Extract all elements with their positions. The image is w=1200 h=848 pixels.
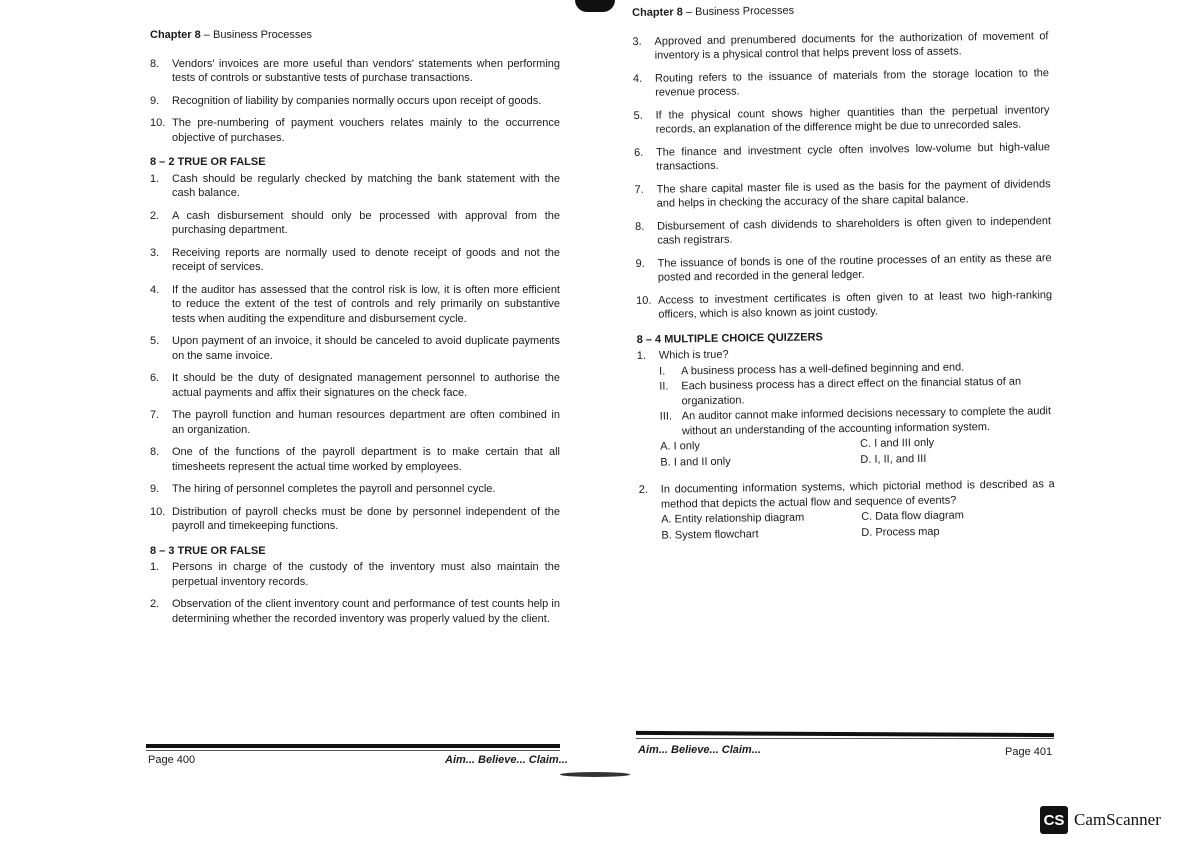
question-text: In documenting information systems, which pictorial method is described as a method that depicts the actual flow and sequence of events? xyxy=(660,478,1055,511)
item-text: Observation of the client inventory count and performance of test counts help in determining whether the recorded inventory was properly valued by the client. xyxy=(172,598,560,625)
item-text: Persons in charge of the custody of the inventory must also maintain the perpetual inventory records. xyxy=(172,561,560,588)
section-4-title: 8 – 4 MULTIPLE CHOICE QUIZZERS xyxy=(636,330,823,346)
statement-item xyxy=(659,374,1053,408)
answer-choice: C. Data flow diagram xyxy=(861,509,964,523)
list-item xyxy=(150,116,560,145)
item-text: A cash disbursement should only be processed with approval from the purchasing department. xyxy=(172,209,560,236)
chapter-label: Chapter 8 xyxy=(150,29,201,41)
item-number: 8. xyxy=(150,446,160,458)
true-false-item xyxy=(150,371,560,400)
item-number: 10. xyxy=(636,294,652,307)
statement-text: Each business process has a direct effect on the financial status of an organization. xyxy=(681,375,1022,407)
right-page xyxy=(632,0,1055,544)
item-text: Cash should be regularly checked by matching the bank statement with the cash balance. xyxy=(172,172,560,199)
true-false-item xyxy=(150,334,560,363)
true-false-item xyxy=(150,445,560,474)
item-text: One of the functions of the payroll department is to make certain that all timesheets represent the actual time worked by employees. xyxy=(172,446,560,473)
item-number: 10. xyxy=(150,117,166,129)
item-number: 5. xyxy=(150,335,160,347)
true-false-item xyxy=(633,103,1049,138)
left-footer-motto: Aim... Believe... Claim... xyxy=(445,754,568,766)
statement-text: An auditor cannot make informed decisions necessary to complete the audit without an understanding of the accounting information system. xyxy=(681,405,1052,437)
item-text: The issuance of bonds is one of the routine processes of an entity as these are posted and recorded in the general ledger. xyxy=(657,251,1052,284)
chapter-title: – Business Processes xyxy=(200,29,313,41)
right-top-items xyxy=(632,29,1052,323)
question-text: Which is true? xyxy=(658,348,729,362)
true-false-item xyxy=(636,288,1052,323)
item-number: 4. xyxy=(632,72,643,85)
true-false-item xyxy=(634,140,1050,175)
statement-number: II. xyxy=(659,380,669,393)
left-page-header xyxy=(150,28,560,43)
question-1-statements xyxy=(637,359,1054,439)
item-text: If the auditor has assessed that the control risk is low, it is often more efficient to reduce the extent of the test of controls and rely primarily on substantive tests when auditing the expenditure and disbursement cycle. xyxy=(172,283,560,325)
item-text: Approved and prenumbered documents for the authorization of movement of inventory is a physical control that helps prevent loss of assets. xyxy=(654,29,1049,62)
item-number: 3. xyxy=(150,246,160,259)
true-false-item xyxy=(150,505,560,534)
item-number: 9. xyxy=(150,94,160,107)
item-text: Recognition of liability by companies normally occurs upon receipt of goods. xyxy=(172,94,542,107)
list-item xyxy=(150,57,560,86)
true-false-item xyxy=(150,209,560,238)
item-text: Vendors' invoices are more useful than vendors' statements when performing tests of controls or substantive tests of purchase transactions. xyxy=(172,57,560,84)
answer-choice: C. I and III only xyxy=(860,436,935,450)
item-number: 1. xyxy=(150,561,160,573)
section-2-items xyxy=(150,172,560,534)
camscanner-watermark xyxy=(1040,806,1161,834)
item-number: 6. xyxy=(150,372,160,384)
question-1-choices xyxy=(660,434,1054,470)
item-number: 9. xyxy=(150,483,160,495)
true-false-item xyxy=(150,560,560,589)
item-text: The share capital master file is used as the basis for the payment of dividends and helps in checking the accuracy of the share capital balance. xyxy=(656,177,1051,210)
spine-shadow-top xyxy=(575,0,615,12)
true-false-item xyxy=(150,246,560,275)
item-text: The finance and investment cycle often involves low-volume but high-value transactions. xyxy=(655,140,1051,173)
right-footer-rule xyxy=(636,731,1054,737)
true-false-item xyxy=(150,172,560,201)
item-number: 5. xyxy=(633,109,643,122)
left-footer-rule xyxy=(146,744,560,748)
item-text: The pre-numbering of payment vouchers relates mainly to the occurrence objective of purchases. xyxy=(172,117,560,144)
left-page-number: Page 400 xyxy=(148,754,196,766)
statement-item xyxy=(660,404,1054,438)
right-page-number: Page 401 xyxy=(1005,746,1053,758)
answer-choice: B. System flowchart xyxy=(661,527,759,542)
camscanner-label: CamScanner xyxy=(1074,810,1161,829)
item-text: Receiving reports are normally used to denote receipt of goods and not the receipt of services. xyxy=(172,246,560,273)
item-number: 6. xyxy=(633,146,644,159)
item-number: 1. xyxy=(150,172,160,185)
statement-text: A business process has a well-defined beginning and end. xyxy=(681,360,965,377)
item-number: 7. xyxy=(634,183,644,196)
item-text: Disbursement of cash dividends to shareholders is often given to independent cash registrars. xyxy=(656,214,1052,247)
question-number: 2. xyxy=(638,483,649,496)
item-number: 8. xyxy=(150,57,160,70)
item-number: 3. xyxy=(632,35,642,48)
left-page xyxy=(150,28,560,634)
item-text: It should be the duty of designated management personnel to authorise the actual payments and affix their signatures on the check face. xyxy=(172,372,560,399)
item-number: 2. xyxy=(150,598,160,610)
list-item xyxy=(150,94,560,109)
camscanner-logo-icon: CS xyxy=(1040,806,1068,834)
true-false-item xyxy=(633,66,1049,101)
item-text: Access to investment certificates is often given to at least two high-ranking officers, which is also known as joint custody. xyxy=(658,288,1053,321)
item-text: Distribution of payroll checks must be done by personnel independent of the payroll and timekeeping functions. xyxy=(172,505,560,532)
left-footer-rule-thin xyxy=(146,750,560,751)
question-number: 1. xyxy=(636,349,647,362)
answer-choice: D. I, II, and III xyxy=(860,452,927,466)
right-page-header xyxy=(632,0,1048,20)
true-false-item xyxy=(150,597,560,626)
true-false-item xyxy=(150,408,560,437)
answer-choice: A. Entity relationship diagram xyxy=(661,511,805,526)
answer-choice: A. I only xyxy=(660,440,700,453)
answer-choice: B. I and II only xyxy=(660,455,731,469)
chapter-title: – Business Processes xyxy=(682,4,795,19)
item-number: 4. xyxy=(150,283,160,296)
statement-number: I. xyxy=(659,365,666,378)
item-number: 7. xyxy=(150,409,160,421)
true-false-item xyxy=(150,283,560,327)
true-false-item xyxy=(634,177,1050,212)
left-top-items xyxy=(150,57,560,146)
item-text: The hiring of personnel completes the payroll and personnel cycle. xyxy=(172,483,496,495)
section-2-title: 8 – 2 TRUE OR FALSE xyxy=(150,156,266,168)
answer-choice: D. Process map xyxy=(861,525,940,539)
item-number: 10. xyxy=(150,505,166,518)
spine-shadow-bottom xyxy=(560,772,630,777)
item-text: Upon payment of an invoice, it should be canceled to avoid duplicate payments on the same invoice. xyxy=(172,335,560,362)
item-number: 9. xyxy=(635,257,645,270)
question-2-choices xyxy=(661,507,1055,543)
item-number: 8. xyxy=(634,220,645,233)
item-text: If the physical count shows higher quantities than the perpetual inventory records, an explanation of the difference might be due to unrecorded sales. xyxy=(655,103,1050,136)
section-3-title: 8 – 3 TRUE OR FALSE xyxy=(150,544,266,557)
chapter-label: Chapter 8 xyxy=(632,6,683,19)
item-text: The payroll function and human resources department are often combined in an organization. xyxy=(172,409,560,436)
item-number: 2. xyxy=(150,209,160,222)
question-2 xyxy=(639,477,1055,512)
true-false-item xyxy=(632,29,1048,64)
true-false-item xyxy=(635,214,1051,249)
item-text: Routing refers to the issuance of materials from the storage location to the revenue process. xyxy=(654,66,1050,99)
section-3-items xyxy=(150,560,560,626)
right-footer-rule-thin xyxy=(636,738,1054,739)
right-footer-motto: Aim... Believe... Claim... xyxy=(638,744,761,756)
true-false-item xyxy=(150,482,560,497)
true-false-item xyxy=(635,251,1051,286)
statement-number: III. xyxy=(659,410,673,423)
